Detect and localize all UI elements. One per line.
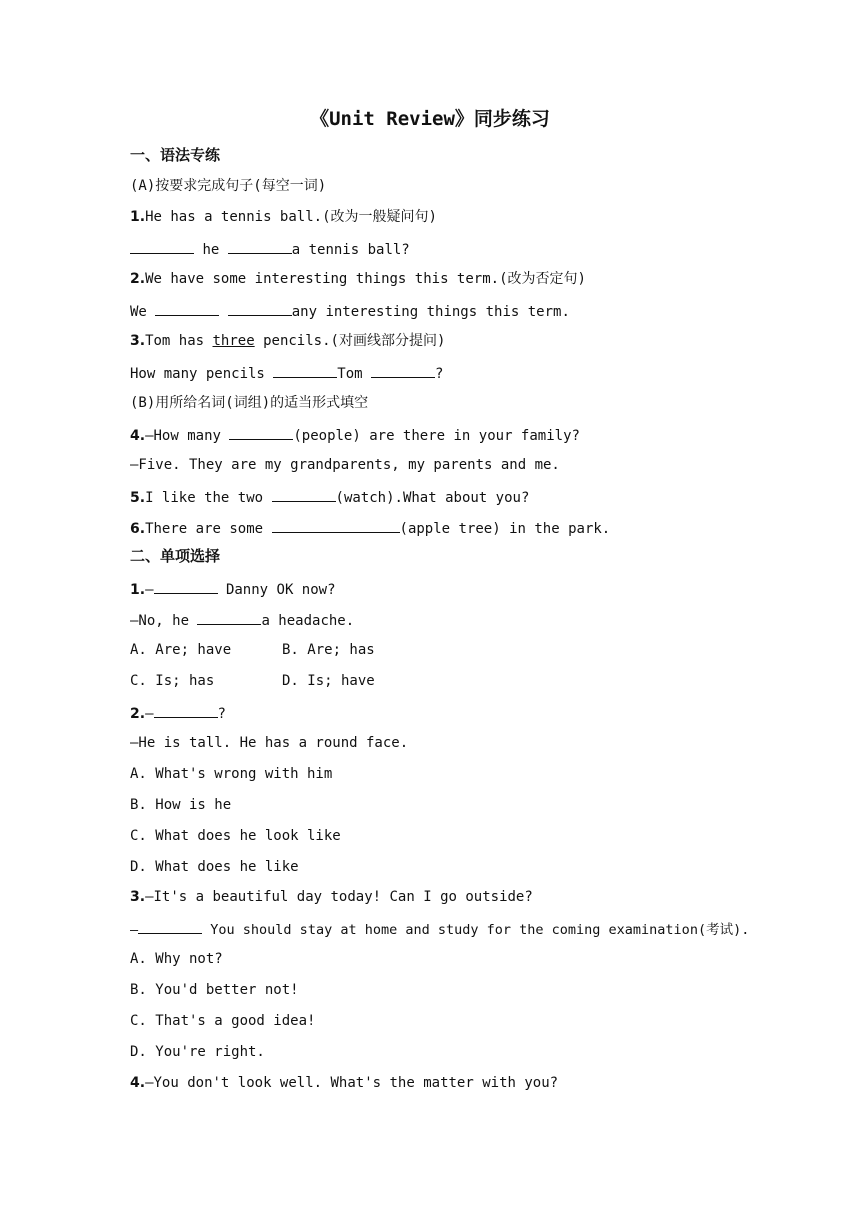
part-b-instruction: (B)用所给名词(词组)的适当形式填空	[130, 395, 369, 411]
choice-q4	[130, 1074, 558, 1092]
grammar-q3-answer	[130, 363, 443, 383]
option-b[interactable]: B. How is he	[130, 797, 232, 813]
question-text: There are some	[145, 521, 264, 537]
question-text: (apple tree) in the park.	[399, 521, 611, 537]
option-d[interactable]: D. You're right.	[130, 1044, 265, 1060]
choice-q1-options-row2	[130, 672, 375, 690]
answer-blank[interactable]	[228, 239, 292, 254]
question-text: I like the two	[145, 490, 264, 506]
question-text: a headache.	[261, 613, 355, 629]
choice-q1-options-row1	[130, 641, 375, 659]
choice-q2	[130, 703, 226, 723]
option-c[interactable]: C. Is; has	[130, 673, 215, 689]
grammar-q5	[130, 487, 529, 507]
answer-blank[interactable]	[154, 579, 218, 594]
question-text: —	[145, 582, 154, 598]
answer-text: Tom	[337, 366, 363, 382]
question-number: 4.	[130, 1075, 146, 1091]
option-d[interactable]: D. Is; have	[282, 673, 375, 689]
answer-text: ?	[435, 366, 444, 382]
underlined-word: three	[212, 333, 255, 349]
grammar-q6	[130, 518, 610, 538]
question-text: He has a tennis ball.(改为一般疑问句)	[145, 209, 437, 225]
grammar-q1-answer	[130, 239, 410, 259]
answer-blank[interactable]	[272, 518, 400, 533]
answer-blank[interactable]	[228, 301, 292, 316]
question-number: 2.	[130, 706, 146, 722]
question-number: 5.	[130, 490, 146, 506]
question-number: 1.	[130, 209, 146, 225]
page-title: 《Unit Review》同步练习	[310, 108, 550, 130]
question-text: —How many	[145, 428, 221, 444]
question-text: Danny OK now?	[225, 582, 336, 598]
choice-q2-reply: —He is tall. He has a round face.	[130, 735, 409, 751]
option-d[interactable]: D. What does he like	[130, 859, 299, 875]
answer-blank[interactable]	[154, 703, 218, 718]
question-number: 2.	[130, 271, 146, 287]
option-c[interactable]: C. What does he look like	[130, 828, 341, 844]
option-a[interactable]: A. What's wrong with him	[130, 766, 333, 782]
answer-text: a tennis ball?	[291, 242, 410, 258]
question-text: (watch).What about you?	[335, 490, 530, 506]
question-text: ?	[217, 706, 226, 722]
question-text: —	[145, 706, 154, 722]
question-text: (people) are there in your family?	[293, 428, 580, 444]
question-text: —	[130, 922, 139, 938]
question-text: We have some interesting things this term.(改为否定句)	[145, 271, 586, 287]
answer-text: he	[202, 242, 220, 258]
grammar-q4-reply: —Five. They are my grandparents, my parents and me.	[130, 457, 560, 473]
answer-blank[interactable]	[273, 363, 337, 378]
answer-blank[interactable]	[130, 239, 194, 254]
option-a[interactable]: A. Are; have	[130, 642, 232, 658]
grammar-q2	[130, 270, 586, 288]
question-text: pencils.(对画线部分提问)	[254, 333, 446, 349]
question-text: —You don't look well. What's the matter with you?	[145, 1075, 559, 1091]
answer-blank[interactable]	[229, 425, 293, 440]
option-a[interactable]: A. Why not?	[130, 951, 223, 967]
question-number: 6.	[130, 521, 146, 537]
section-1-heading: 一、语法专练	[130, 146, 221, 164]
choice-q1-reply	[130, 610, 354, 630]
grammar-q3	[130, 332, 445, 350]
grammar-q1	[130, 208, 437, 226]
option-b[interactable]: B. You'd better not!	[130, 982, 299, 998]
question-text: Tom has	[145, 333, 213, 349]
answer-blank[interactable]	[138, 919, 202, 934]
choice-q3	[130, 888, 533, 906]
question-number: 3.	[130, 333, 146, 349]
question-number: 4.	[130, 428, 146, 444]
answer-text: We	[130, 304, 147, 320]
option-c[interactable]: C. That's a good idea!	[130, 1013, 316, 1029]
question-text: —It's a beautiful day today! Can I go outside?	[145, 889, 533, 905]
part-a-instruction: (A)按要求完成句子(每空一词)	[130, 178, 327, 194]
answer-blank[interactable]	[272, 487, 336, 502]
option-b[interactable]: B. Are; has	[282, 642, 375, 658]
answer-text: any interesting things this term.	[291, 304, 570, 320]
answer-text: How many pencils	[130, 366, 265, 382]
answer-blank[interactable]	[155, 301, 219, 316]
question-number: 1.	[130, 582, 146, 598]
choice-q1	[130, 579, 336, 599]
question-text: —No, he	[130, 613, 190, 629]
choice-q3-reply	[130, 919, 749, 939]
answer-blank[interactable]	[197, 610, 261, 625]
answer-blank[interactable]	[371, 363, 435, 378]
question-text: You should stay at home and study for the coming examination(考试).	[210, 922, 750, 938]
question-number: 3.	[130, 889, 146, 905]
grammar-q2-answer	[130, 301, 570, 321]
section-2-heading: 二、单项选择	[130, 547, 221, 565]
grammar-q4	[130, 425, 580, 445]
